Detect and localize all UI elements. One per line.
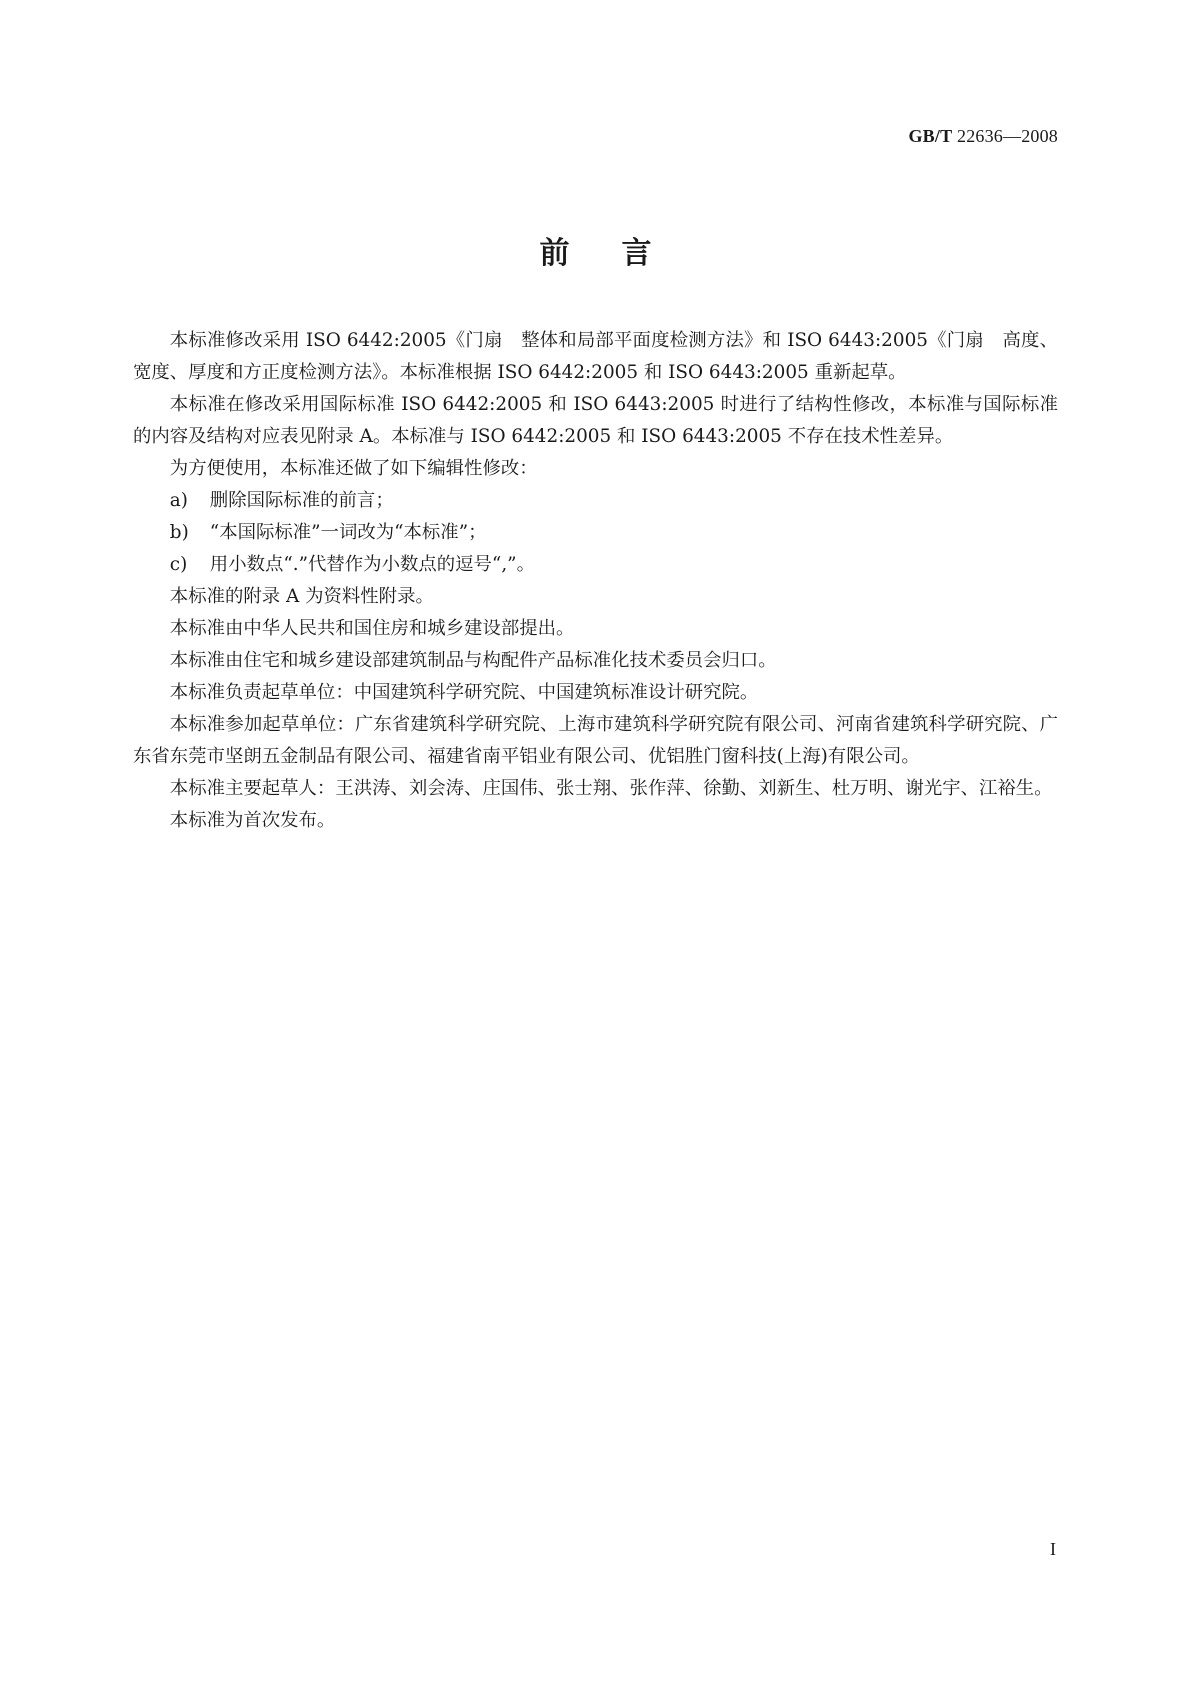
paragraph-first-release: 本标准为首次发布。 bbox=[169, 810, 336, 831]
foreword-body bbox=[133, 325, 1058, 837]
standard-number bbox=[908, 126, 1058, 147]
paragraph-editorial-intro: 为方便使用，本标准还做了如下编辑性修改： bbox=[169, 458, 538, 479]
list-item bbox=[133, 517, 1058, 549]
list-item-text: 用小数点“.”代替作为小数点的逗号“,”。 bbox=[209, 554, 535, 575]
paragraph-proposer: 本标准由中华人民共和国住房和城乡建设部提出。 bbox=[169, 618, 575, 639]
list-marker: c) bbox=[169, 554, 188, 575]
page-title: 前言 bbox=[539, 236, 704, 271]
standard-code: 22636—2008 bbox=[957, 126, 1058, 146]
list-marker: a) bbox=[169, 490, 188, 511]
list-item bbox=[133, 549, 1058, 581]
paragraph-appendix: 本标准的附录 A 为资料性附录。 bbox=[169, 586, 434, 607]
list-item-text: “本国际标准”一词改为“本标准”； bbox=[209, 522, 487, 543]
paragraph-participating-drafters: 本标准参加起草单位：广东省建筑科学研究院、上海市建筑科学研究院有限公司、河南省建筑科学研究院、广东省东莞市坚朗五金制品有限公司、福建省南平铝业有限公司、优铝胜门窗科技(上海)有限公司。 bbox=[133, 714, 1058, 767]
paragraph-structural-change: 本标准在修改采用国际标准 ISO 6442:2005 和 ISO 6443:2005 时进行了结构性修改，本标准与国际标准的内容及结构对应表见附录 A。本标准与 ISO 6442:2005 和 ISO 6443:2005 不存在技术性差异。 bbox=[133, 394, 1058, 447]
standard-prefix: GB/T bbox=[908, 126, 953, 146]
paragraph-adoption: 本标准修改采用 ISO 6442:2005《门扇 整体和局部平面度检测方法》和 ISO 6443:2005《门扇 高度、宽度、厚度和方正度检测方法》。本标准根据 ISO 6442:2005 和 ISO 6443:2005 重新起草。 bbox=[133, 330, 1058, 383]
list-item-text: 删除国际标准的前言； bbox=[209, 490, 394, 511]
list-marker: b) bbox=[169, 522, 189, 543]
list-item bbox=[133, 485, 1058, 517]
page-number: I bbox=[1050, 1539, 1056, 1559]
paragraph-lead-drafters: 本标准负责起草单位：中国建筑科学研究院、中国建筑标准设计研究院。 bbox=[169, 682, 759, 703]
paragraph-main-drafters: 本标准主要起草人：王洪涛、刘会涛、庄国伟、张士翔、张作萍、徐勤、刘新生、杜万明、谢光宇、江裕生。 bbox=[169, 778, 1053, 799]
paragraph-committee: 本标准由住宅和城乡建设部建筑制品与构配件产品标准化技术委员会归口。 bbox=[169, 650, 777, 671]
